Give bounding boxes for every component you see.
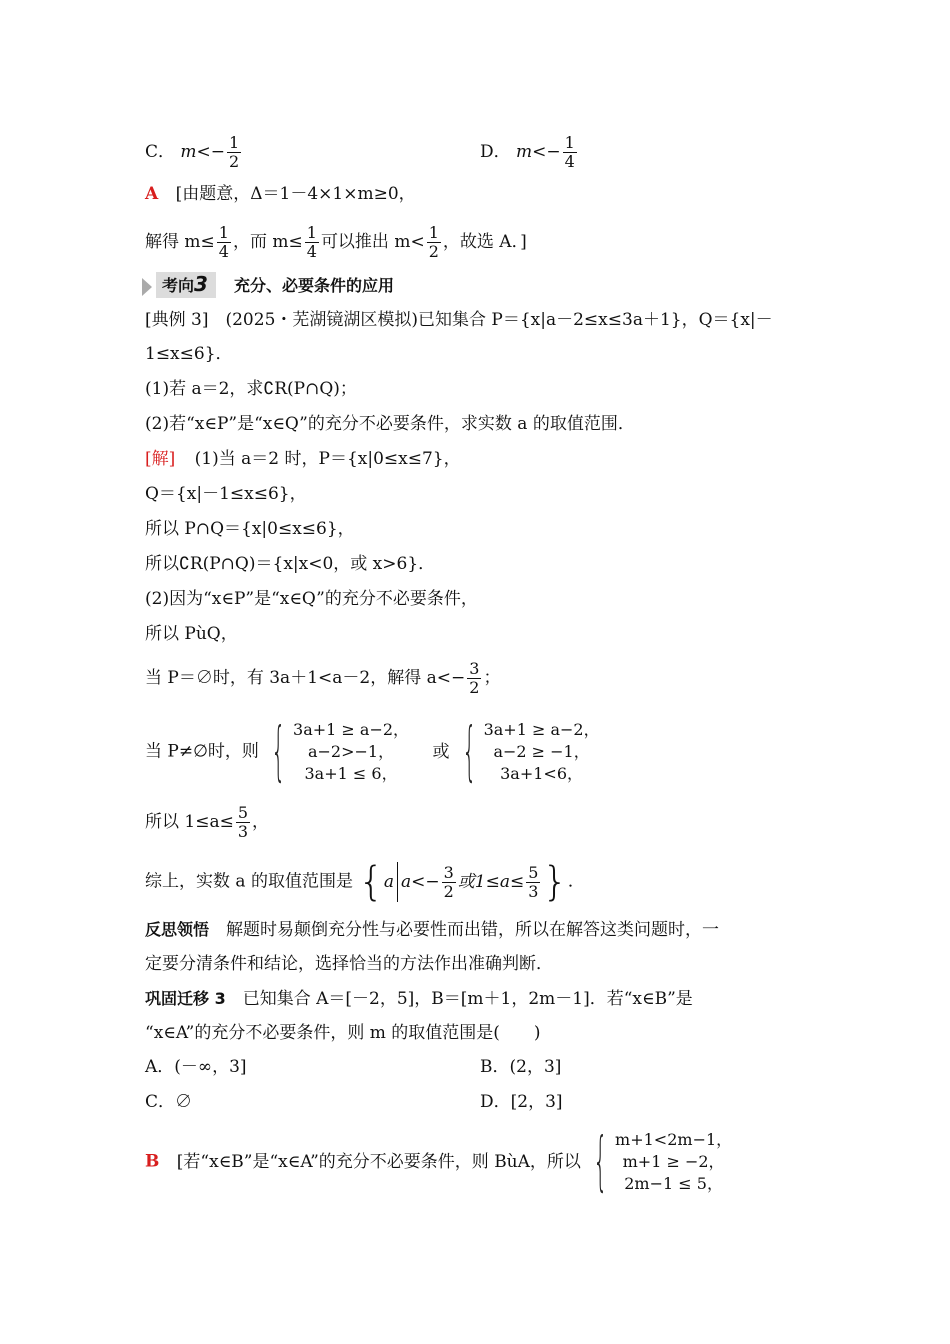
- prev-answer-line1: A [由题意，Δ＝1－4×1×m≥0，: [145, 184, 416, 204]
- practice-line2: “x∈A”的充分不必要条件，则 m 的取值范围是( ): [145, 1023, 541, 1043]
- practice-option-b: B．(2，3]: [480, 1057, 562, 1077]
- reflection-line1: 反思领悟 解题时易颠倒充分性与必要性而出错，所以在解答这类问题时，一: [145, 920, 720, 940]
- practice-label: 巩固迁移 3: [145, 989, 226, 1008]
- solution-line2: Q＝{x|－1≤x≤6}，: [145, 484, 307, 504]
- inequality-system-1: { 3a+1 ≥ a−2， a−2>−1， 3a+1 ≤ 6，: [271, 714, 410, 789]
- section-header: [142, 272, 394, 298]
- section-title: 充分、必要条件的应用: [233, 276, 394, 295]
- option-c-text: m<−: [180, 142, 226, 162]
- example-question1: (1)若 a＝2，求∁R(P∩Q)；: [145, 379, 357, 399]
- practice-answer: B [若“x∈B”是“x∈A”的充分不必要条件，则 BùA，所以 { m+1<2m−1， m+1 ≥ −2， 2m−1 ≤ 5，: [145, 1124, 733, 1199]
- reflection-label: 反思领悟: [145, 920, 210, 939]
- option-d: [480, 134, 579, 171]
- example-line1: [典例 3] (2025・芜湖镜湖区模拟)已知集合 P＝{x|a－2≤x≤3a＋1}，Q＝{x|－: [145, 310, 773, 330]
- practice-inequality-system: { m+1<2m−1， m+1 ≥ −2， 2m−1 ≤ 5，: [593, 1124, 733, 1199]
- inequality-system-2: { 3a+1 ≥ a−2， a−2 ≥ −1， 3a+1<6，: [462, 714, 600, 789]
- practice-option-c: C．∅: [145, 1092, 193, 1112]
- option-c-fraction: $\frac{1}{2}$: [229, 133, 240, 171]
- solution-line9: 所以 1≤a≤ $\frac{5}{3}$ ，: [145, 803, 270, 841]
- section-arrow-icon: [142, 278, 152, 296]
- practice-line1: 巩固迁移 3 已知集合 A＝[－2，5]，B＝[m＋1，2m－1]．若“x∈B”是: [145, 989, 693, 1009]
- solution-tag: [解]: [145, 449, 176, 469]
- solution-line1: [解] (1)当 a＝2 时，P＝{x|0≤x≤7}，: [145, 449, 461, 469]
- solution-line10: 综上，实数 a 的取值范围是 { a a<− $\frac{3}{2}$ 或1≤a≤ $\frac{5}{3}$ } ．: [145, 859, 585, 905]
- example-question2: (2)若“x∈P”是“x∈Q”的充分不必要条件，求实数 a 的取值范围．: [145, 414, 635, 434]
- result-set: { a a<− $\frac{3}{2}$ 或1≤a≤ $\frac{5}{3}$ }: [358, 859, 568, 905]
- practice-answer-letter: B: [145, 1151, 160, 1172]
- reflection-line2: 定要分清条件和结论，选择恰当的方法作出准确判断．: [145, 954, 553, 974]
- solution-line4: 所以∁R(P∩Q)＝{x|x<0，或 x>6}．: [145, 554, 436, 574]
- solution-line7: 当 P＝∅时，有 3a＋1<a－2，解得 a<− $\frac{3}{2}$ ；: [145, 659, 501, 697]
- practice-option-a: A．(－∞，3]: [145, 1057, 247, 1077]
- solution-line5: (2)因为“x∈P”是“x∈Q”的充分不必要条件，: [145, 589, 478, 609]
- solution-line8: 当 P≠∅时，则 { 3a+1 ≥ a−2， a−2>−1， 3a+1 ≤ 6， 或 { 3a+1 ≥ a−2， a−2 ≥ −1， 3a+1<6，: [145, 714, 600, 789]
- option-c: [145, 134, 243, 171]
- option-d-text: m<−: [516, 142, 561, 162]
- example-line2: 1≤x≤6}．: [145, 344, 233, 364]
- prev-answer-line2: 解得 m≤ $\frac{1}{4}$ ，而 m≤ $\frac{1}{4}$ 可以推出 m< $\frac{1}{2}$ ，故选 A．]: [145, 223, 527, 261]
- practice-option-d: D．[2，3]: [480, 1092, 563, 1112]
- option-d-fraction: $\frac{1}{4}$: [564, 133, 575, 171]
- solution-line6: 所以 PùQ，: [145, 624, 238, 644]
- solution-line3: 所以 P∩Q＝{x|0≤x≤6}，: [145, 519, 355, 539]
- option-d-label: D．: [480, 142, 511, 162]
- option-c-label: C．: [145, 142, 176, 162]
- answer-letter: A: [145, 184, 159, 204]
- section-badge: 考向3: [156, 272, 216, 298]
